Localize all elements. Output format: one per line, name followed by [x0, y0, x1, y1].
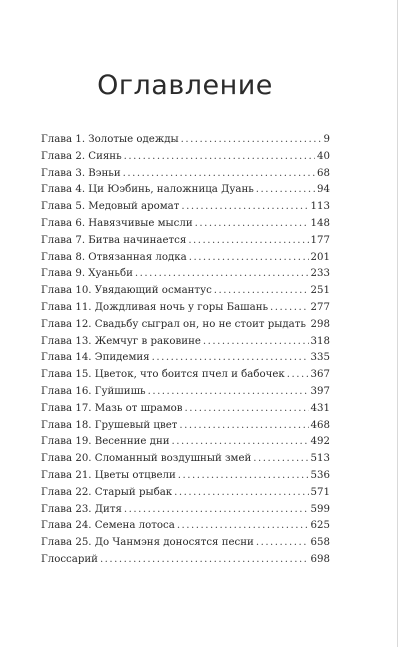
toc-entry-title: Глава 3. Вэньи: [41, 167, 121, 179]
toc-entry-title: Глава 19. Весенние дни: [41, 436, 170, 448]
toc-entry-title: Глава 25. До Чанмэня доносятся песни: [41, 537, 254, 549]
toc-leader-dots: [181, 132, 322, 149]
toc-entry: [41, 182, 330, 199]
toc-leader-dots: [270, 300, 309, 317]
toc-entry-page: 148: [310, 217, 330, 229]
toc-entry-page: 397: [310, 385, 330, 397]
toc-entry: [41, 300, 330, 317]
toc-leader-dots: [185, 401, 309, 418]
toc-entry-page: 9: [323, 134, 330, 145]
toc-entry-page: 298: [310, 318, 330, 330]
toc-entry: [41, 132, 330, 149]
toc-entry-page: 177: [310, 234, 330, 246]
toc-entry: [41, 266, 330, 283]
toc-leader-dots: [256, 535, 309, 552]
toc-leader-dots: [178, 468, 309, 485]
toc-entry-page: 468: [310, 419, 330, 431]
toc-entry-title: Глава 6. Навязчивые мысли: [41, 217, 193, 229]
toc-entry: [41, 434, 330, 451]
toc-entry: [41, 367, 330, 384]
toc-entry-title: Глава 16. Гуйшишь: [41, 385, 146, 397]
toc-entry: [41, 535, 330, 552]
toc-entry-page: 658: [310, 537, 330, 549]
toc-entry-page: 40: [317, 150, 330, 162]
table-of-contents: [41, 132, 330, 569]
toc-entry-page: 571: [310, 486, 330, 498]
toc-leader-dots: [172, 434, 309, 451]
toc-leader-dots: [177, 518, 309, 535]
toc-entry-page: 492: [310, 436, 330, 448]
toc-leader-dots: [123, 166, 315, 183]
toc-entry-title: Глава 17. Мазь от шрамов: [41, 402, 183, 414]
toc-entry: [41, 518, 330, 535]
toc-leader-dots: [148, 384, 309, 401]
toc-entry: [41, 334, 330, 351]
toc-entry-title: Глава 1. Золотые одежды: [41, 134, 179, 145]
toc-entry-page: 698: [310, 553, 330, 565]
toc-entry-title: Глава 11. Дождливая ночь у горы Башань: [41, 301, 269, 313]
toc-entry-page: 113: [310, 201, 330, 213]
toc-entry-title: Глава 5. Медовый аромат: [41, 201, 180, 213]
toc-leader-dots: [195, 216, 309, 233]
toc-entry: [41, 468, 330, 485]
toc-entry: [41, 552, 330, 569]
toc-entry-page: 625: [310, 520, 330, 532]
toc-entry-page: 277: [310, 301, 330, 313]
toc-leader-dots: [124, 149, 315, 166]
toc-entry-page: 233: [310, 268, 330, 280]
toc-entry: [41, 418, 330, 435]
toc-entry-title: Глава 18. Грушевый цвет: [41, 419, 178, 431]
toc-entry: [41, 317, 330, 334]
toc-entry-title: Глава 12. Свадьбу сыграл он, но не стоит рыдать: [41, 318, 306, 330]
toc-entry: [41, 401, 330, 418]
toc-entry-title: Глава 15. Цветок, что боится пчел и бабочек: [41, 369, 285, 381]
toc-entry-page: 335: [310, 352, 330, 364]
toc-entry: [41, 350, 330, 367]
toc-entry-title: Глава 9. Хуаньби: [41, 268, 133, 280]
toc-entry-page: 536: [310, 469, 330, 481]
toc-entry-page: 68: [317, 167, 330, 179]
toc-entry-page: 251: [310, 285, 330, 297]
page-title: Оглавление: [97, 70, 273, 101]
toc-entry-title: Глава 8. Отвязанная лодка: [41, 251, 187, 263]
toc-entry-title: Глава 22. Старый рыбак: [41, 486, 173, 498]
toc-entry: [41, 384, 330, 401]
toc-leader-dots: [152, 350, 309, 367]
toc-entry: [41, 485, 330, 502]
toc-leader-dots: [256, 182, 315, 199]
toc-entry-page: 94: [317, 184, 330, 196]
toc-leader-dots: [124, 502, 309, 519]
toc-entry: [41, 502, 330, 519]
toc-leader-dots: [287, 367, 309, 384]
toc-entry-title: Глава 4. Ци Юэбинь, наложница Дуань: [41, 184, 254, 196]
toc-entry-title: Глоссарий: [41, 553, 98, 565]
toc-leader-dots: [189, 250, 309, 267]
toc-entry-page: 318: [310, 335, 330, 347]
toc-entry-page: 367: [310, 369, 330, 381]
toc-leader-dots: [181, 199, 308, 216]
toc-leader-dots: [174, 485, 308, 502]
toc-entry-page: 431: [310, 402, 330, 414]
toc-entry: [41, 216, 330, 233]
toc-entry-page: 201: [310, 251, 330, 263]
toc-entry: [41, 199, 330, 216]
toc-entry-title: Глава 23. Дитя: [41, 503, 122, 515]
toc-entry-page: 513: [310, 453, 330, 465]
toc-entry-title: Глава 10. Увядающий османтус: [41, 285, 212, 297]
toc-leader-dots: [135, 266, 309, 283]
toc-entry: [41, 451, 330, 468]
toc-entry-title: Глава 20. Сломанный воздушный змей: [41, 453, 252, 465]
toc-entry-title: Глава 2. Сиянь: [41, 150, 122, 162]
toc-entry-title: Глава 21. Цветы отцвели: [41, 469, 176, 481]
toc-entry: [41, 166, 330, 183]
toc-leader-dots: [203, 334, 309, 351]
toc-entry: [41, 250, 330, 267]
toc-entry-title: Глава 13. Жемчуг в раковине: [41, 335, 201, 347]
toc-entry-title: Глава 14. Эпидемия: [41, 352, 150, 364]
toc-entry: [41, 233, 330, 250]
toc-entry-page: 599: [310, 503, 330, 515]
toc-entry-title: Глава 7. Битва начинается: [41, 234, 187, 246]
toc-leader-dots: [253, 451, 308, 468]
toc-leader-dots: [188, 233, 308, 250]
toc-entry: [41, 283, 330, 300]
toc-leader-dots: [100, 552, 309, 569]
toc-leader-dots: [214, 283, 309, 300]
toc-entry: [41, 149, 330, 166]
toc-leader-dots: [179, 418, 308, 435]
toc-entry-title: Глава 24. Семена лотоса: [41, 520, 175, 532]
